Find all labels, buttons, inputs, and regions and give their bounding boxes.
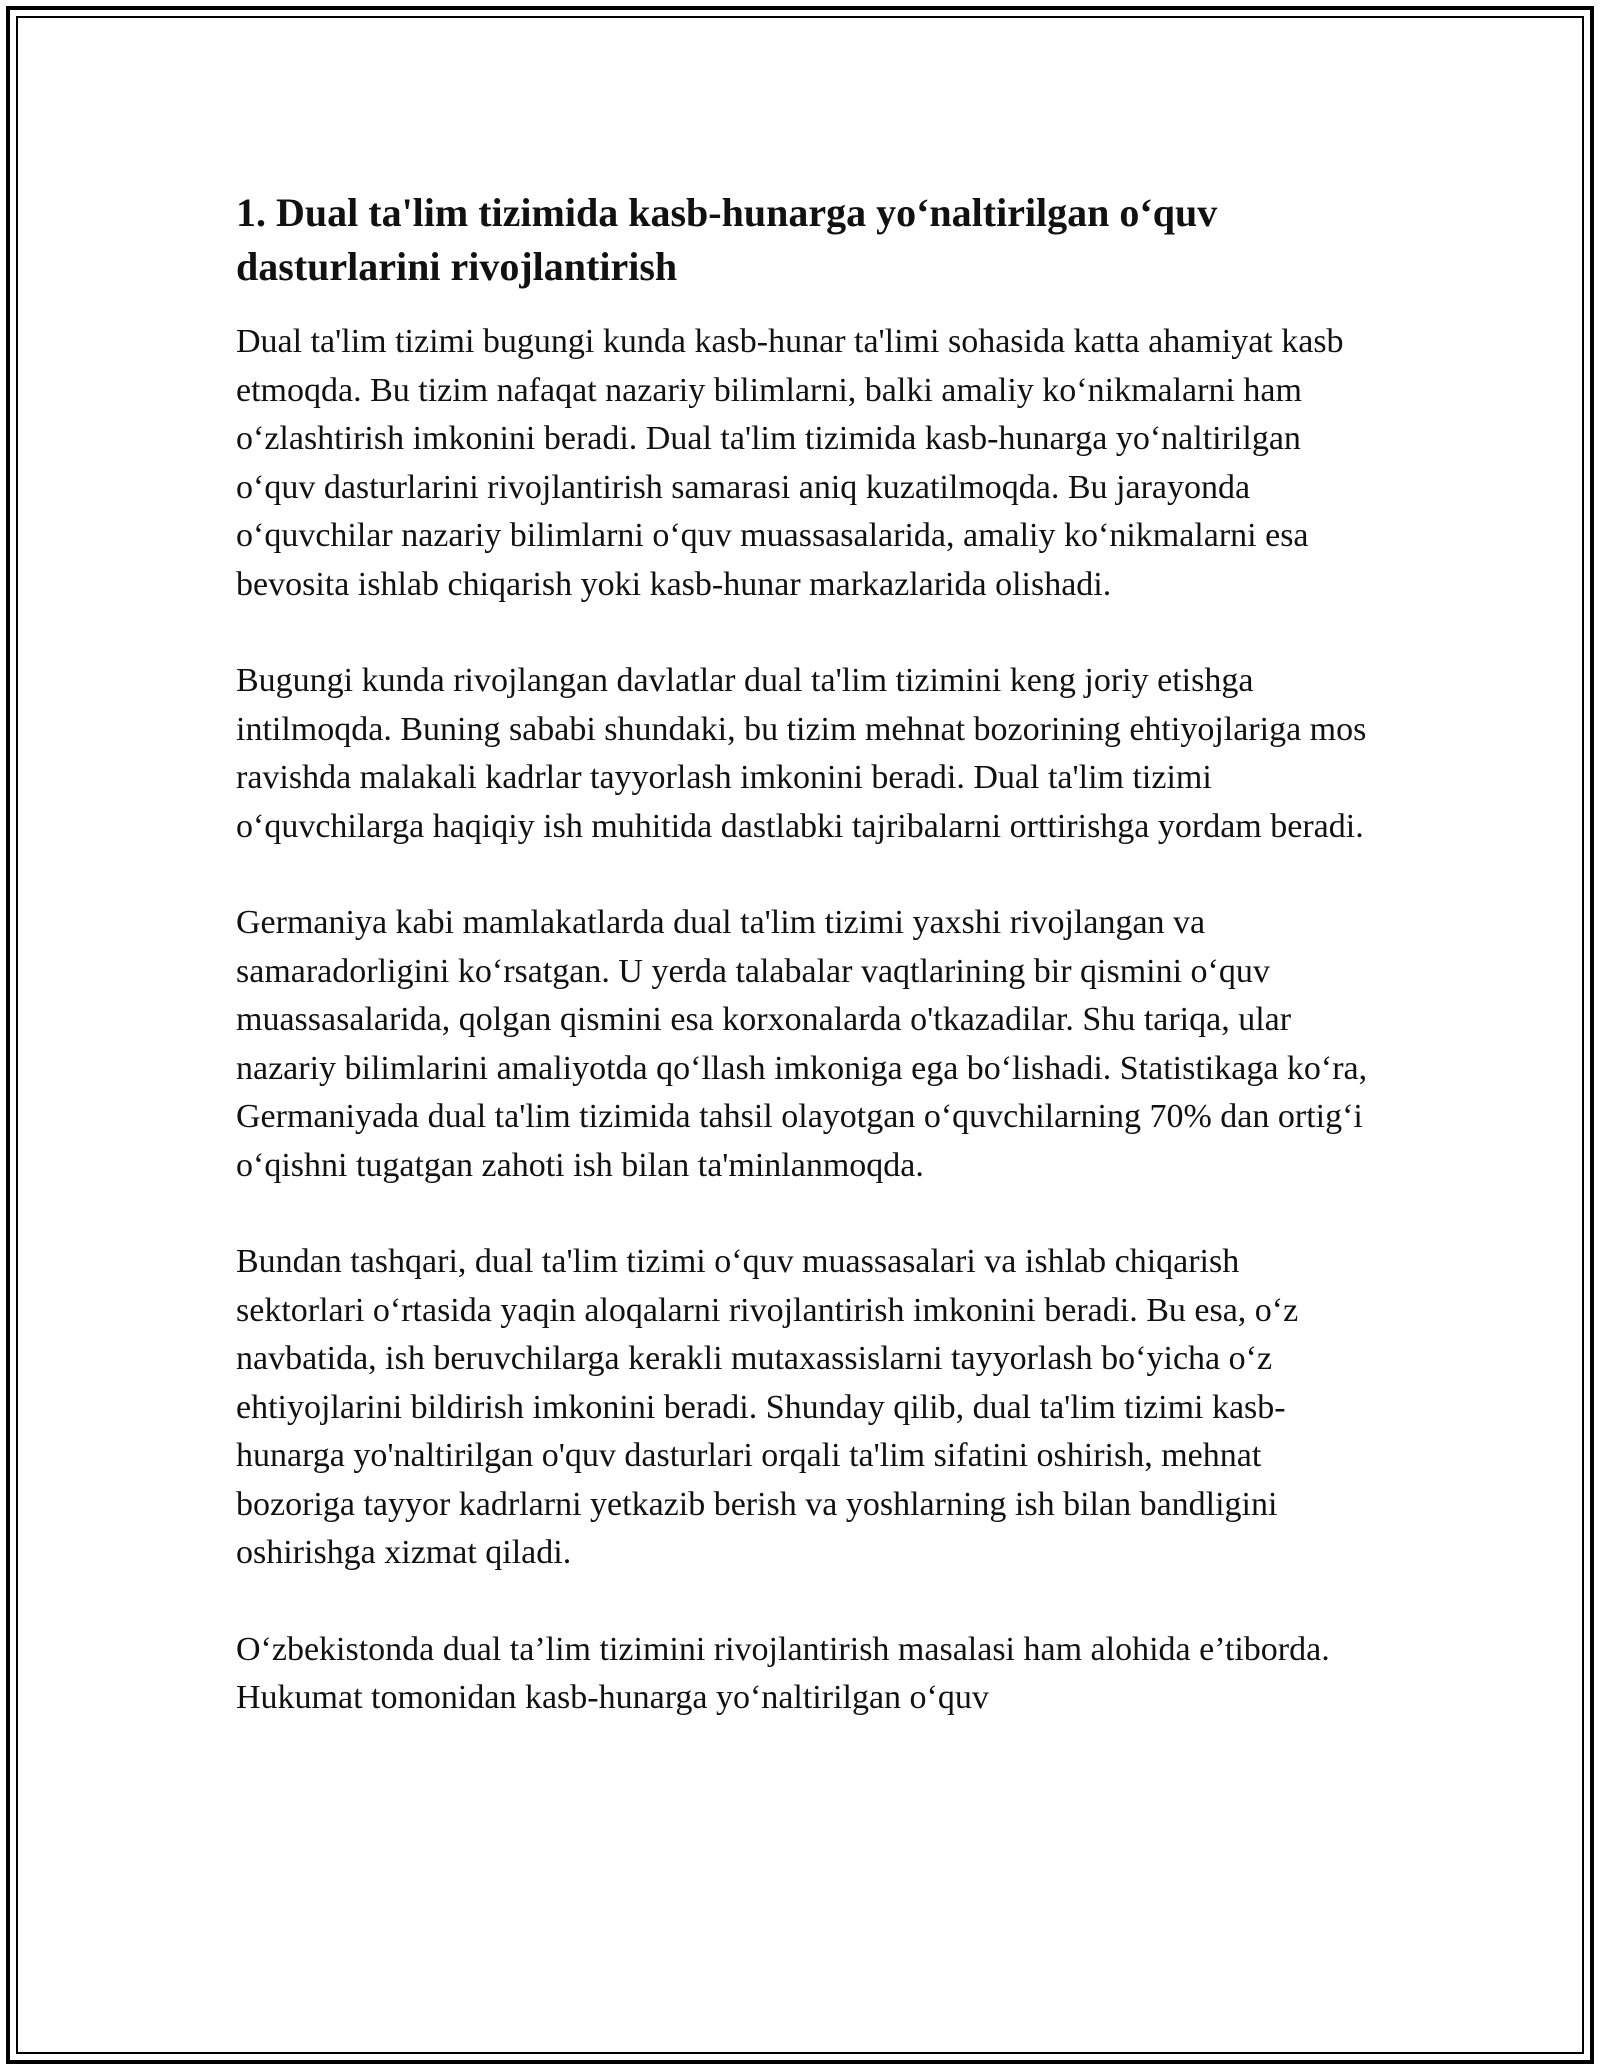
- paragraph-2: Bugungi kunda rivojlangan davlatlar dual ta'lim tizimini keng joriy etishga intilmoqda. Buning sababi shundaki, bu tizim mehnat bozorining ehtiyojlariga mos ravishda malakali kadrlar tayyorlash imkonini beradi. Dual ta'lim tizimi o‘quvchilarga haqiqiy ish muhitida dastlabki tajribalarni orttirishga yordam beradi.: [236, 662, 1367, 845]
- paragraph-1: Dual ta'lim tizimi bugungi kunda kasb-hunar ta'limi sohasida katta ahamiyat kasb etmoqda. Bu tizim nafaqat nazariy bilimlarni, balki amaliy ko‘nikmalarni ham o‘zlashtirish imkonini beradi. Dual ta'lim tizimida kasb-hunarga yo‘naltirilgan o‘quv dasturlarini rivojlantirish samarasi aniq kuzatilmoqda. Bu jarayonda o‘quvchilar nazariy bilimlarni o‘quv muassasalarida, amaliy ko‘nikmalarni esa bevosita ishlab chiqarish yoki kasb-hunar markazlarida olishadi.: [236, 323, 1344, 603]
- document-body: [236, 186, 1376, 1723]
- paragraph-4: Bundan tashqari, dual ta'lim tizimi o‘quv muassasalari va ishlab chiqarish sektorlari o‘rtasida yaqin aloqalarni rivojlantirish imkonini beradi. Bu esa, o‘z navbatida, ish beruvchilarga kerakli mutaxassislarni tayyorlash bo‘yicha o‘z ehtiyojlarini bildirish imkonini beradi. Shunday qilib, dual ta'lim tizimi kasb-hunarga yo'naltirilgan o'quv dasturlari orqali ta'lim sifatini oshirish, mehnat bozoriga tayyor kadrlarni yetkazib berish va yoshlarning ish bilan bandligini oshirishga xizmat qiladi.: [236, 1243, 1299, 1571]
- paragraph-3: Germaniya kabi mamlakatlarda dual ta'lim tizimi yaxshi rivojlangan va samaradorligini ko‘rsatgan. U yerda talabalar vaqtlarining bir qismini o‘quv muassasalarida, qolgan qismini esa korxonalarda o'tkazadilar. Shu tariqa, ular nazariy bilimlarini amaliyotda qo‘llash imkoniga ega bo‘lishadi. Statistikaga ko‘ra, Germaniyada dual ta'lim tizimida tahsil olayotgan o‘quvchilarning 70% dan ortig‘i o‘qishni tugatgan zahoti ish bilan ta'minlanmoqda.: [236, 904, 1368, 1184]
- paragraph-5: O‘zbekistonda dual ta’lim tizimini rivojlantirish masalasi ham alohida e’tiborda. Hukumat tomonidan kasb-hunarga yo‘naltirilgan o‘quv: [236, 1630, 1330, 1716]
- section-heading: 1. Dual ta'lim tizimida kasb-hunarga yo‘naltirilgan o‘quv dasturlarini rivojlantirish: [236, 190, 1218, 289]
